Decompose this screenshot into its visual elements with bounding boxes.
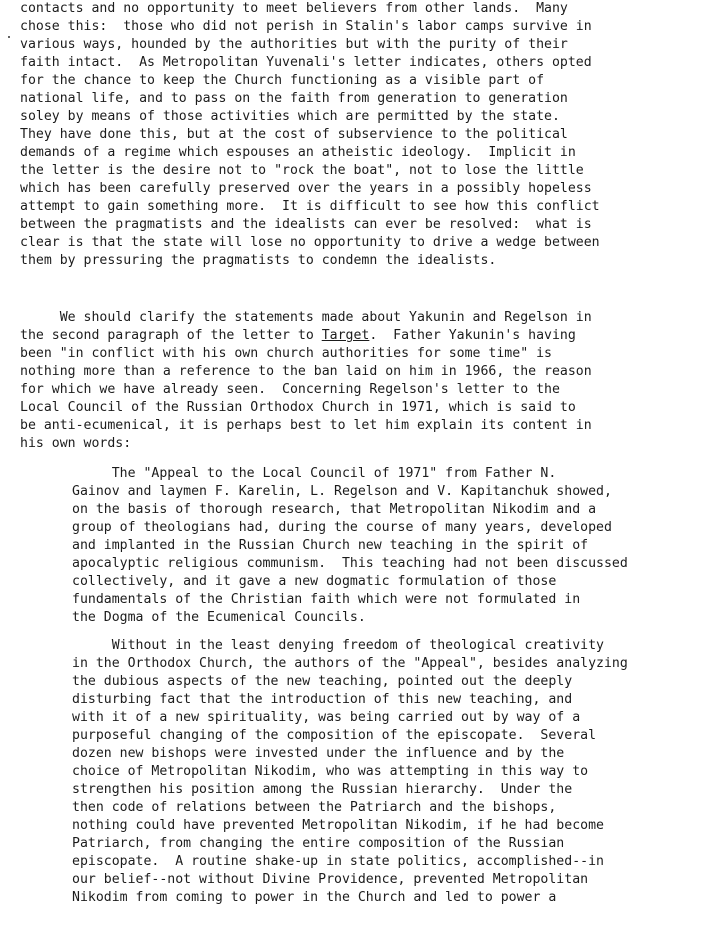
text-line: We should clarify the statements made about Yakunin and Regelson in <box>20 310 592 325</box>
quote-line: dozen new bishops were invested under the influence and by the <box>72 746 565 761</box>
quote-line: purposeful changing of the composition of the episcopate. Several <box>72 728 597 743</box>
text-line: between the pragmatists and the idealists can ever be resolved: what is <box>20 217 592 232</box>
text-line: Local Council of the Russian Orthodox Church in 1971, which is said to <box>20 400 576 415</box>
text-line: attempt to gain something more. It is difficult to see how this conflict <box>20 199 600 214</box>
text-line: various ways, hounded by the authorities but with the purity of their <box>20 37 568 52</box>
text-line: them by pressuring the pragmatists to condemn the idealists. <box>20 253 497 268</box>
quote-line: choice of Metropolitan Nikodim, who was attempting in this way to <box>72 764 589 779</box>
text-line: national life, and to pass on the faith from generation to generation <box>20 91 568 106</box>
text-line: the letter is the desire not to "rock the boat", not to lose the little <box>20 163 584 178</box>
quote-line: in the Orthodox Church, the authors of the "Appeal", besides analyzing <box>72 656 628 671</box>
quote-line: apocalyptic religious communism. This teaching had not been discussed <box>72 556 628 571</box>
quote-line: The "Appeal to the Local Council of 1971" from Father N. <box>72 466 557 481</box>
text-line: They have done this, but at the cost of subservience to the political <box>20 127 568 142</box>
quote-line: then code of relations between the Patriarch and the bishops, <box>72 800 557 815</box>
quote-line: fundamentals of the Christian faith which were not formulated in <box>72 592 581 607</box>
quote-line: with it of a new spirituality, was being carried out by way of a <box>72 710 581 725</box>
underlined-title: Target <box>321 328 370 343</box>
quote-line: disturbing fact that the introduction of this new teaching, and <box>72 692 573 707</box>
quote-line: nothing could have prevented Metropolitan Nikodim, if he had become <box>72 818 604 833</box>
quote-line: the Dogma of the Ecumenical Councils. <box>72 610 366 625</box>
text-line: faith intact. As Metropolitan Yuvenali's letter indicates, others opted <box>20 55 592 70</box>
quote-line: Gainov and laymen F. Karelin, L. Regelson and V. Kapitanchuk showed, <box>72 484 612 499</box>
quote-line: and implanted in the Russian Church new teaching in the spirit of <box>72 538 589 553</box>
text-segment: . Father Yakunin's having <box>369 328 576 343</box>
block-quote-1 <box>72 465 628 627</box>
text-line: chose this: those who did not perish in Stalin's labor camps survive in <box>20 19 592 34</box>
quote-line: strengthen his position among the Russian hierarchy. Under the <box>72 782 573 797</box>
quote-line: episcopate. A routine shake-up in state politics, accomplished--in <box>72 854 604 869</box>
quote-line: Without in the least denying freedom of theological creativity <box>72 638 604 653</box>
paragraph-body-1 <box>20 0 600 270</box>
text-line: nothing more than a reference to the ban laid on him in 1966, the reason <box>20 364 592 379</box>
text-line: soley by means of those activities which are permitted by the state. <box>20 109 560 124</box>
text-line: for the chance to keep the Church functioning as a visible part of <box>20 73 545 88</box>
quote-line: collectively, and it gave a new dogmatic formulation of those <box>72 574 557 589</box>
scan-speck <box>8 36 10 38</box>
quote-line: the dubious aspects of the new teaching, pointed out the deeply <box>72 674 573 689</box>
text-line: clear is that the state will lose no opportunity to drive a wedge between <box>20 235 600 250</box>
quote-line: our belief--not without Divine Providence, prevented Metropolitan <box>72 872 589 887</box>
quote-line: on the basis of thorough research, that Metropolitan Nikodim and a <box>72 502 597 517</box>
paragraph-body-2 <box>20 309 592 453</box>
block-quote-2 <box>72 637 628 907</box>
text-line: demands of a regime which espouses an atheistic ideology. Implicit in <box>20 145 576 160</box>
text-line: be anti-ecumenical, it is perhaps best to let him explain its content in <box>20 418 592 433</box>
text-segment: the second paragraph of the letter to <box>20 328 322 343</box>
text-line: contacts and no opportunity to meet believers from other lands. Many <box>20 1 568 16</box>
text-line: for which we have already seen. Concerning Regelson's letter to the <box>20 382 560 397</box>
quote-line: group of theologians had, during the course of many years, developed <box>72 520 612 535</box>
text-line: which has been carefully preserved over the years in a possibly hopeless <box>20 181 592 196</box>
quote-line: Patriarch, from changing the entire composition of the Russian <box>72 836 565 851</box>
text-line: been "in conflict with his own church authorities for some time" is <box>20 346 552 361</box>
text-line: his own words: <box>20 436 132 451</box>
quote-line: Nikodim from coming to power in the Church and led to power a <box>72 890 557 905</box>
text-line-with-title <box>20 327 592 345</box>
